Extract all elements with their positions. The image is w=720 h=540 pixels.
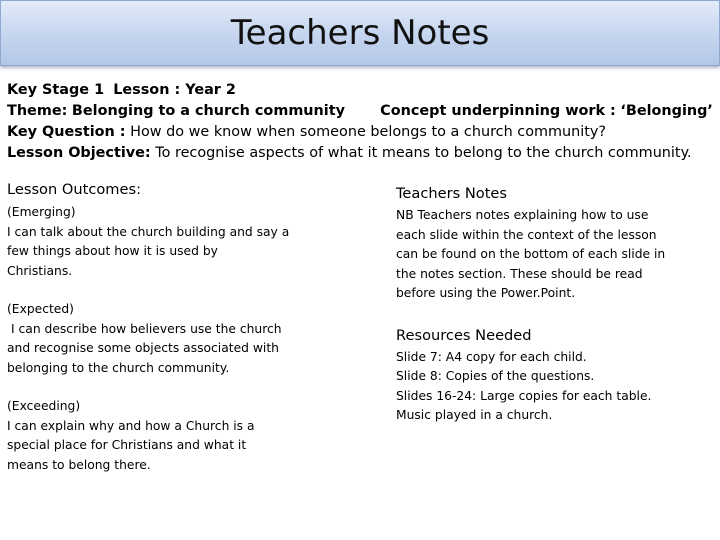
outcome-line: and recognise some objects associated with — [7, 341, 279, 355]
resource-item: Slide 8: Copies of the questions. — [396, 369, 595, 383]
outcome-label: (Exceeding) — [7, 399, 81, 413]
theme-line — [7, 101, 713, 122]
outcome-line: I can describe how believers use the church — [11, 321, 282, 336]
resource-item: Slides 16-24: Large copies for each table. — [396, 388, 652, 403]
objective-label: Lesson Objective: — [7, 145, 151, 161]
teachers-notes-body — [396, 206, 696, 304]
theme-label: Theme: — [7, 103, 68, 119]
resources-list — [396, 348, 696, 426]
key-stage-label: Key Stage 1 — [7, 82, 105, 98]
concept-label: Concept underpinning work : — [380, 103, 616, 119]
resource-item: Music played in a church. — [396, 408, 553, 422]
key-question-line — [7, 122, 713, 143]
outcome-line: Christians. — [7, 263, 73, 278]
notes-line: can be found on the bottom of each slide in — [396, 247, 666, 261]
notes-line: the notes section. These should be read — [396, 266, 643, 281]
objective-line — [7, 143, 713, 164]
key-stage-line — [7, 80, 713, 101]
outcome-line: special place for Christians and what it — [7, 438, 247, 452]
key-info-block — [7, 80, 713, 164]
concept-value: ‘Belonging’ — [620, 103, 713, 119]
notes-line: before using the Power.Point. — [396, 286, 576, 300]
title-banner — [0, 0, 720, 66]
resources-heading: Resources Needed — [396, 326, 532, 344]
key-question-value: How do we know when someone belongs to a church community? — [130, 124, 607, 140]
lesson-outcomes-heading: Lesson Outcomes: — [7, 181, 142, 198]
outcome-expected — [7, 300, 307, 378]
theme-value: Belonging to a church community — [71, 103, 345, 119]
key-question-label: Key Question : — [7, 124, 126, 140]
outcome-line: means to belong there. — [7, 457, 151, 472]
outcome-line: few things about how it is used by — [7, 244, 218, 258]
outcome-emerging — [7, 203, 307, 281]
outcome-line: I can explain why and how a Church is a — [7, 418, 255, 433]
notes-line: each slide within the context of the lesson — [396, 227, 657, 242]
outcome-label: (Expected) — [7, 302, 74, 316]
resource-item: Slide 7: A4 copy for each child. — [396, 349, 587, 364]
outcome-line: belonging to the church community. — [7, 360, 230, 375]
lesson-outcomes-column — [7, 180, 307, 475]
lesson-label: Lesson : Year 2 — [113, 82, 236, 98]
outcome-line: I can talk about the church building and say a — [7, 224, 290, 239]
objective-value: To recognise aspects of what it means to belong to the church community. — [155, 145, 692, 161]
notes-line: NB Teachers notes explaining how to use — [396, 208, 649, 222]
teacher-info-column — [396, 184, 696, 426]
page-title: Teachers Notes — [230, 13, 490, 53]
outcome-exceeding — [7, 397, 307, 475]
outcome-label: (Emerging) — [7, 205, 76, 219]
teachers-notes-heading: Teachers Notes — [396, 185, 507, 202]
